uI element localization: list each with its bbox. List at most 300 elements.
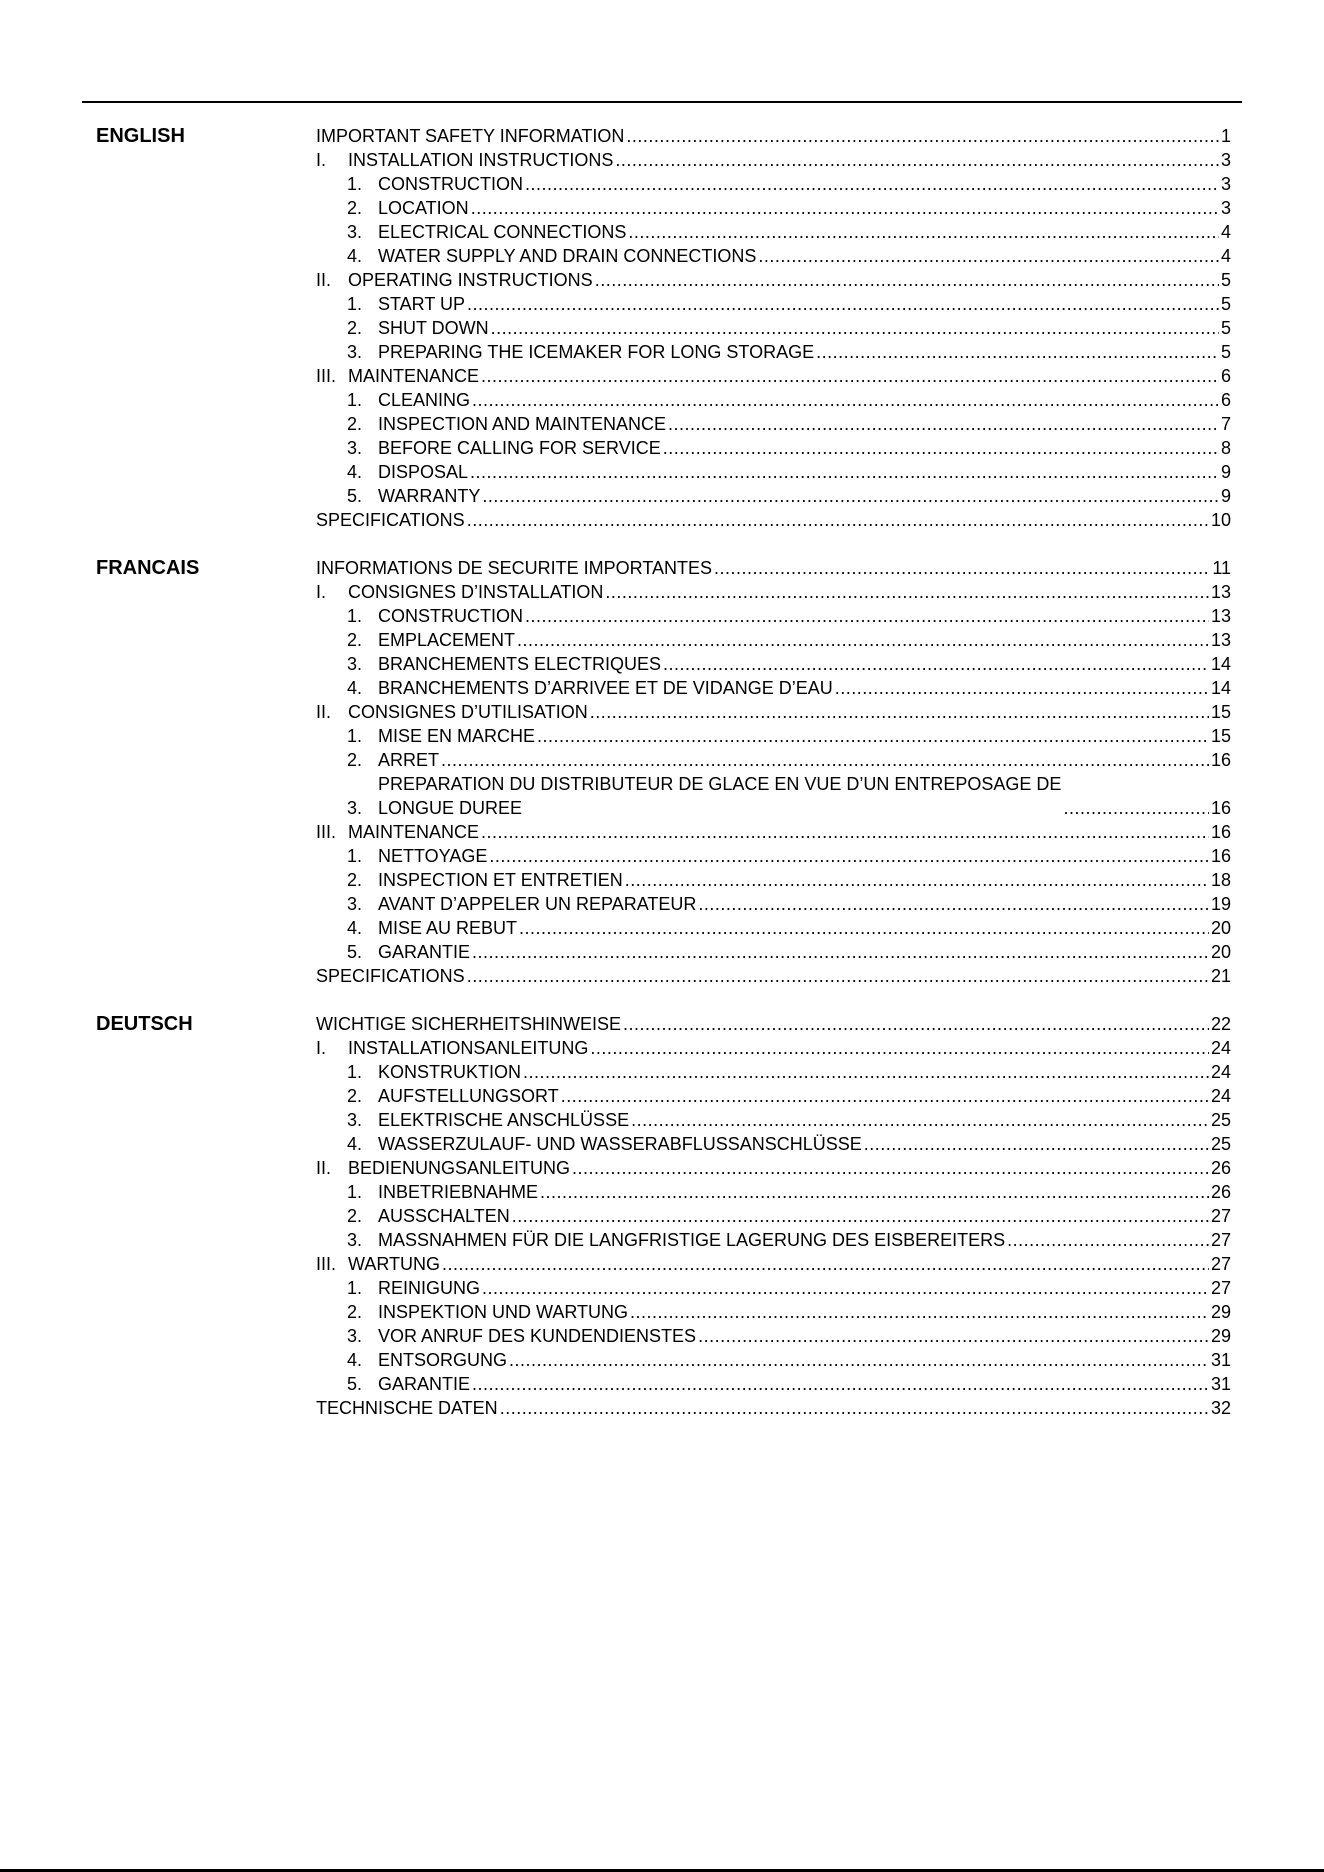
toc-entry [316,868,1231,892]
toc-entry-number: III. [316,822,337,842]
toc-entry-page: 31 [1210,1350,1231,1370]
toc-entry [316,1204,1231,1228]
toc-entry-number: 3. [347,798,363,818]
dot-leader [668,412,1219,436]
toc-entry-title-wrap [348,268,593,292]
toc-entry-title: INFORMATIONS DE SECURITE IMPORTANTES [316,558,713,578]
toc-entry-title: PREPARING THE ICEMAKER FOR LONG STORAGE [378,342,815,362]
toc-entry [316,244,1231,268]
toc-entry-title: AUSSCHALTEN [378,1206,510,1226]
toc-list [316,1012,1231,1420]
toc-entry-title: INBETRIEBNAHME [378,1182,539,1202]
toc-entry-page: 8 [1220,438,1231,458]
toc-entry [316,1156,1231,1180]
toc-entry [316,436,1231,460]
toc-entry-title-continued: LONGUE DUREE [378,798,523,818]
toc-entry-number: 4. [347,462,363,482]
toc-entry-title-wrap [378,460,468,484]
toc-entry-title: AUFSTELLUNGSORT [378,1086,559,1106]
toc-entry-title: MISE EN MARCHE [378,726,536,746]
toc-entry-title: GARANTIE [378,1374,471,1394]
toc-entry-title: BEDIENUNGSANLEITUNG [348,1158,571,1178]
toc-entry-title: INSTALLATIONSANLEITUNG [348,1038,589,1058]
toc-entry-page: 9 [1220,486,1231,506]
toc-entry-title: WARTUNG [348,1254,440,1274]
dot-leader [512,1204,1209,1228]
dot-leader [1063,796,1209,820]
toc-entry-page: 16 [1210,846,1231,866]
toc-entry-title-wrap [378,1180,538,1204]
toc-entry-title-wrap [378,484,480,508]
dot-leader [663,652,1209,676]
toc-entry-number: 4. [347,918,363,938]
dot-leader [489,844,1209,868]
toc-entry-page: 27 [1210,1206,1231,1226]
toc-entry [316,364,1231,388]
toc-entry-title-wrap [316,1396,498,1420]
dot-leader [540,1180,1209,1204]
dot-leader [442,1252,1209,1276]
toc-list [316,124,1231,532]
toc-entry-page: 26 [1210,1182,1231,1202]
toc-entry-title: OPERATING INSTRUCTIONS [348,270,593,290]
toc-entry-title: PREPARATION DU DISTRIBUTEUR DE GLACE EN VUE D’UN ENTREPOSAGE DE [378,774,1062,794]
toc-entry [316,316,1231,340]
toc-entry-number: 3. [347,894,363,914]
toc-entry-page: 5 [1220,318,1231,338]
toc-entry [316,1012,1231,1036]
dot-leader [537,724,1209,748]
dot-leader [525,172,1219,196]
toc-entry-title: AVANT D’APPELER UN REPARATEUR [378,894,697,914]
toc-entry-number: 5. [347,486,363,506]
toc-entry-title-wrap [378,940,470,964]
toc-entry-page: 15 [1210,702,1231,722]
dot-leader [471,196,1219,220]
toc-entry-number: 1. [347,606,363,626]
toc-entry-title-wrap [316,124,624,148]
toc-entry [316,172,1231,196]
toc-entry-page: 32 [1210,1398,1231,1418]
toc-entry-title: SPECIFICATIONS [316,966,465,986]
dot-leader [470,460,1219,484]
toc-entry-title: DISPOSAL [378,462,469,482]
toc-entry-title: INSPECTION AND MAINTENANCE [378,414,667,434]
toc-entry [316,1372,1231,1396]
toc-entry [316,1180,1231,1204]
toc-entry-title-wrap [348,1156,570,1180]
toc-entry [316,580,1231,604]
toc-entry-number: 1. [347,390,363,410]
toc-entry [316,292,1231,316]
toc-entry [316,148,1231,172]
toc-entry-title-wrap [378,1228,1005,1252]
toc-entry-number: III. [316,366,337,386]
dot-leader [758,244,1219,268]
toc-entry-title: BEFORE CALLING FOR SERVICE [378,438,661,458]
toc-entry-title-wrap [378,196,469,220]
toc-entry-number: 4. [347,678,363,698]
toc-entry-page: 14 [1210,678,1231,698]
toc-entry-page: 29 [1210,1326,1231,1346]
toc-entry-number: 1. [347,1278,363,1298]
toc-entry-title: START UP [378,294,466,314]
toc-entry-title: WARRANTY [378,486,481,506]
toc-entry-page: 24 [1210,1086,1231,1106]
dot-leader [1007,1228,1209,1252]
toc-entry-page: 22 [1210,1014,1231,1034]
toc-entry-number: I. [316,150,327,170]
toc-entry-title-wrap [348,820,479,844]
toc-entry-title-wrap [316,964,465,988]
dot-leader [441,748,1209,772]
toc-entry-title: SPECIFICATIONS [316,510,465,530]
dot-leader [595,268,1219,292]
toc-entry-title-wrap [378,412,666,436]
toc-entry-page: 13 [1210,630,1231,650]
dot-leader [615,148,1219,172]
toc-entry [316,772,1231,820]
toc-entry-number: II. [316,270,332,290]
toc-entry-title-wrap [378,172,523,196]
toc-entry-title: INSPEKTION UND WARTUNG [378,1302,629,1322]
toc-entry [316,940,1231,964]
toc-entry-title-wrap [378,1108,629,1132]
dot-leader [500,1396,1209,1420]
toc-entry-number: 4. [347,246,363,266]
dot-leader [663,436,1219,460]
toc-entry-title: ELEKTRISCHE ANSCHLÜSSE [378,1110,630,1130]
toc-entry-number: 2. [347,870,363,890]
toc-entry-number: 1. [347,174,363,194]
dot-leader [472,1372,1209,1396]
toc-entry [316,484,1231,508]
toc-entry-title: BRANCHEMENTS ELECTRIQUES [378,654,662,674]
dot-leader [467,964,1209,988]
toc-entry-page: 5 [1220,270,1231,290]
toc-entry-page: 6 [1220,366,1231,386]
toc-entry-title-wrap [378,1372,470,1396]
toc-entry-title-wrap [378,1204,510,1228]
dot-leader [561,1084,1209,1108]
toc-entry-page: 9 [1220,462,1231,482]
toc-entry [316,1324,1231,1348]
toc-entry-page: 27 [1210,1278,1231,1298]
toc-entry-page: 20 [1210,942,1231,962]
toc-entry [316,844,1231,868]
toc-entry-number: 2. [347,318,363,338]
toc-entry-page: 27 [1210,1230,1231,1250]
toc-entry-title-wrap [378,916,517,940]
dot-leader [517,628,1209,652]
toc-entry-title: INSTALLATION INSTRUCTIONS [348,150,614,170]
dot-leader [626,124,1219,148]
toc-entry-title-wrap [378,628,515,652]
toc-entry-title-wrap [378,292,465,316]
toc-entry-number: 3. [347,438,363,458]
toc-entry-title: MASSNAHMEN FÜR DIE LANGFRISTIGE LAGERUNG DES EISBEREITERS [378,1230,1006,1250]
toc-entry-title: EMPLACEMENT [378,630,516,650]
toc-entry-title: MAINTENANCE [348,822,480,842]
dot-leader [525,604,1209,628]
toc-entry-page: 16 [1210,798,1231,818]
dot-leader [491,316,1219,340]
toc-entry-title-wrap [378,1276,480,1300]
dot-leader [467,508,1209,532]
toc-entry [316,892,1231,916]
toc-entry-number: 1. [347,1182,363,1202]
toc-entry-title: NETTOYAGE [378,846,488,866]
toc-entry [316,196,1231,220]
toc-entry-title: ENTSORGUNG [378,1350,508,1370]
toc-entry-number: 3. [347,1230,363,1250]
toc-entry-page: 20 [1210,918,1231,938]
toc-entry-title: TECHNISCHE DATEN [316,1398,498,1418]
dot-leader [625,868,1209,892]
toc-entry-page: 3 [1220,198,1231,218]
toc-entry-title: REINIGUNG [378,1278,481,1298]
toc-entry [316,1276,1231,1300]
toc-entry-title-wrap [378,652,661,676]
toc-entry-title-wrap [378,436,661,460]
toc-entry-title: WASSERZULAUF- UND WASSERABFLUSSANSCHLÜSSE [378,1134,862,1154]
dot-leader [630,1300,1209,1324]
dot-leader [509,1348,1209,1372]
toc-entry-page: 26 [1210,1158,1231,1178]
toc-entry-title-wrap [378,1348,507,1372]
toc-entry-title: WATER SUPPLY AND DRAIN CONNECTIONS [378,246,757,266]
toc-entry-page: 16 [1210,822,1231,842]
dot-leader [835,676,1209,700]
toc-entry [316,1396,1231,1420]
toc-entry-title-wrap [316,508,465,532]
toc-entry-page: 1 [1220,126,1231,146]
toc-entry-number: 2. [347,750,363,770]
toc-entry [316,724,1231,748]
toc-entry-page: 11 [1212,558,1231,578]
toc-entry [316,340,1231,364]
toc-entry-title: INSPECTION ET ENTRETIEN [378,870,623,890]
toc-entry-number: 2. [347,1302,363,1322]
toc-entry-title-wrap [378,316,489,340]
toc-entry-title-wrap [378,748,439,772]
toc-entry [316,1228,1231,1252]
toc-entry [316,388,1231,412]
toc-entry-title: IMPORTANT SAFETY INFORMATION [316,126,625,146]
toc-entry [316,652,1231,676]
toc-entry [316,1036,1231,1060]
toc-entry [316,268,1231,292]
toc-entry [316,1060,1231,1084]
toc-entry [316,1132,1231,1156]
toc-entry-number: II. [316,1158,332,1178]
toc-entry-title: GARANTIE [378,942,471,962]
toc-entry-number: I. [316,1038,327,1058]
toc-entry-title-wrap [316,556,712,580]
toc-entry-title-wrap [378,1132,862,1156]
toc-entry-title-wrap [348,1252,440,1276]
toc-entry-number: 2. [347,198,363,218]
toc-entry-title-wrap [348,1036,588,1060]
toc-entry-title: KONSTRUKTION [378,1062,522,1082]
toc-entry [316,604,1231,628]
toc-entry-title-wrap [378,772,1061,820]
dot-leader [481,820,1209,844]
toc-entry [316,460,1231,484]
toc-entry-number: 3. [347,222,363,242]
toc-entry-page: 15 [1210,726,1231,746]
toc-entry-number: II. [316,702,332,722]
toc-entry [316,964,1231,988]
toc-entry-page: 13 [1210,582,1231,602]
toc-entry-number: 3. [347,1110,363,1130]
toc-entry-title-wrap [378,1084,559,1108]
toc-entry-number: 4. [347,1134,363,1154]
toc-entry [316,1084,1231,1108]
toc-entry-number: 3. [347,342,363,362]
toc-list [316,556,1231,988]
toc-entry-page: 4 [1220,222,1231,242]
dot-leader [864,1132,1209,1156]
toc-entry-title: CONSIGNES D’UTILISATION [348,702,588,722]
toc-entry-title-wrap [348,700,588,724]
dot-leader [605,580,1209,604]
toc-entry [316,1108,1231,1132]
toc-entry-page: 13 [1210,606,1231,626]
toc-entry-number: 2. [347,1206,363,1226]
dot-leader [714,556,1210,580]
toc-entry-title: BRANCHEMENTS D’ARRIVEE ET DE VIDANGE D’EAU [378,678,833,698]
toc-entry-title: MAINTENANCE [348,366,480,386]
dot-leader [472,388,1219,412]
toc-entry-number: 2. [347,414,363,434]
toc-entry-title-wrap [378,1324,696,1348]
toc-entry-page: 6 [1220,390,1231,410]
dot-leader [698,1324,1209,1348]
toc-entry-title-wrap [378,844,487,868]
toc-entry [316,124,1231,148]
dot-leader [523,1060,1209,1084]
toc-entry-title-wrap [378,676,833,700]
toc-entry [316,412,1231,436]
toc-entry-title-wrap [378,388,470,412]
dot-leader [519,916,1209,940]
toc-entry-title-wrap [378,220,626,244]
dot-leader [628,220,1219,244]
toc-entry-title-wrap [378,724,535,748]
toc-entry-page: 31 [1210,1374,1231,1394]
toc-entry-title: LOCATION [378,198,469,218]
toc-entry [316,628,1231,652]
toc-entry-number: 4. [347,1350,363,1370]
toc-entry-number: 5. [347,1374,363,1394]
dot-leader [590,700,1209,724]
toc-entry-page: 3 [1220,150,1231,170]
toc-entry-title-wrap [378,244,756,268]
toc-entry-title: CONSTRUCTION [378,174,523,194]
dot-leader [816,340,1219,364]
toc-entry [316,1252,1231,1276]
toc-entry-page: 21 [1210,966,1231,986]
dot-leader [590,1036,1209,1060]
toc-entry [316,700,1231,724]
toc-entry-page: 29 [1210,1302,1231,1322]
toc-entry-page: 27 [1210,1254,1231,1274]
toc-entry-title-wrap [378,868,623,892]
toc-entry-number: 1. [347,294,363,314]
toc-entry-title: CLEANING [378,390,471,410]
toc-entry-title-wrap [378,1060,521,1084]
toc-entry-page: 19 [1210,894,1231,914]
dot-leader [698,892,1209,916]
top-rule [82,101,1242,103]
dot-leader [631,1108,1209,1132]
toc-entry-number: 3. [347,654,363,674]
toc-entry-title: ARRET [378,750,440,770]
toc-entry [316,556,1231,580]
toc-entry-page: 24 [1210,1062,1231,1082]
toc-entry-title: CONSTRUCTION [378,606,523,626]
toc-entry-page: 14 [1210,654,1231,674]
toc-entry-page: 25 [1210,1110,1231,1130]
toc-entry-title-wrap [348,148,613,172]
toc-entry-page: 10 [1210,510,1231,530]
toc-entry-title-wrap [378,340,814,364]
language-heading: DEUTSCH [96,1013,193,1035]
toc-entry-number: 1. [347,726,363,746]
toc-entry-title-wrap [378,1300,628,1324]
toc-entry [316,916,1231,940]
toc-entry-title-wrap [378,604,523,628]
language-heading: FRANCAIS [96,557,200,579]
toc-entry [316,220,1231,244]
toc-entry-number: I. [316,582,327,602]
toc-entry-title: WICHTIGE SICHERHEITSHINWEISE [316,1014,622,1034]
toc-entry-number: 5. [347,942,363,962]
toc-entry-page: 3 [1220,174,1231,194]
language-heading: ENGLISH [96,125,185,147]
toc-entry-title: VOR ANRUF DES KUNDENDIENSTES [378,1326,697,1346]
toc-entry-page: 16 [1210,750,1231,770]
toc-entry-title-wrap [348,580,603,604]
toc-entry [316,748,1231,772]
dot-leader [572,1156,1209,1180]
toc-entry-title: ELECTRICAL CONNECTIONS [378,222,627,242]
toc-entry [316,1300,1231,1324]
toc-entry [316,820,1231,844]
toc-entry-page: 5 [1220,294,1231,314]
toc-entry-page: 18 [1210,870,1231,890]
toc-entry-title: CONSIGNES D’INSTALLATION [348,582,604,602]
toc-entry-page: 7 [1220,414,1231,434]
toc-entry [316,1348,1231,1372]
toc-entry [316,508,1231,532]
toc-entry-title-wrap [316,1012,621,1036]
toc-entry-title-wrap [348,364,479,388]
dot-leader [482,484,1219,508]
dot-leader [482,1276,1209,1300]
toc-entry-title: SHUT DOWN [378,318,489,338]
toc-entry-number: 2. [347,630,363,650]
dot-leader [472,940,1209,964]
toc-entry-number: 1. [347,846,363,866]
toc-entry-page: 5 [1220,342,1231,362]
dot-leader [623,1012,1209,1036]
toc-entry-page: 4 [1220,246,1231,266]
toc-entry-number: III. [316,1254,337,1274]
toc-entry-number: 1. [347,1062,363,1082]
toc-entry [316,676,1231,700]
